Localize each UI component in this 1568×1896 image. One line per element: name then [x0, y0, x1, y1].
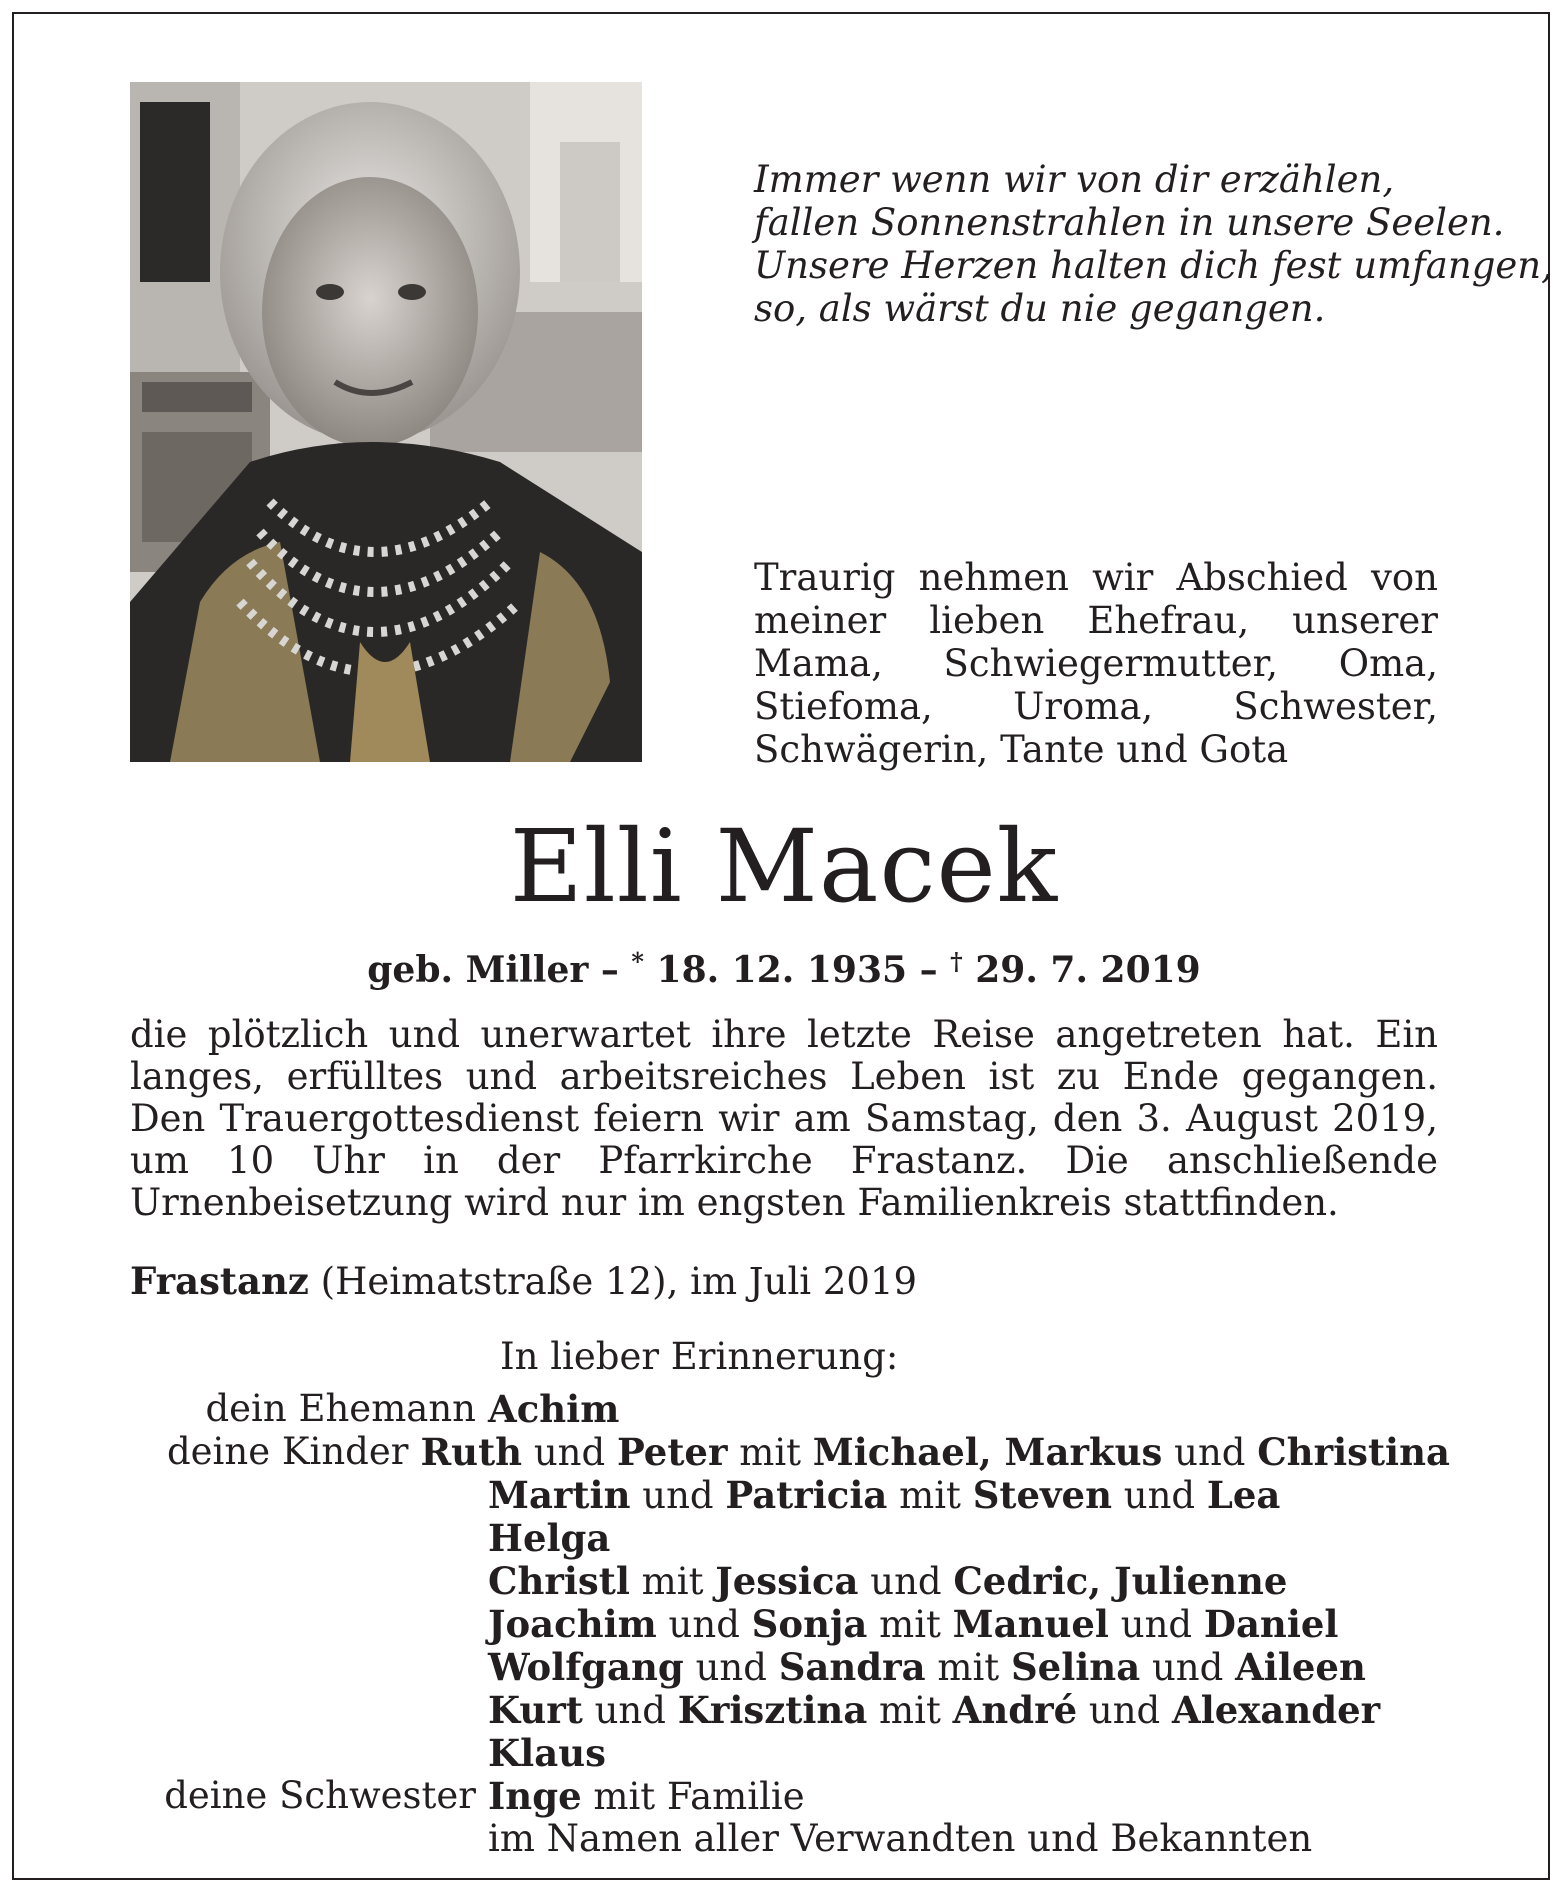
birth-death-line: [0, 940, 1568, 992]
family-row-children: [130, 1603, 1450, 1646]
connector-text: und: [582, 1689, 678, 1732]
person-name: Joachim: [488, 1602, 657, 1646]
family-row-sister: [130, 1775, 1450, 1818]
connector-text: mit: [629, 1560, 716, 1603]
person-name: Michael, Markus: [812, 1430, 1163, 1474]
poem-line: Unsere Herzen halten dich fest umfangen,: [754, 244, 1553, 287]
connector-text: und: [1077, 1689, 1172, 1732]
person-name: Daniel: [1203, 1602, 1339, 1646]
person-name: Ruth: [420, 1430, 523, 1474]
family-row-children: [130, 1474, 1450, 1517]
connector-text: mit: [887, 1474, 973, 1517]
person-name: Manuel: [952, 1602, 1109, 1646]
poem-line: Immer wenn wir von dir erzählen,: [754, 158, 1395, 201]
family-row-children: [130, 1732, 1450, 1775]
family-row-children: [130, 1646, 1450, 1689]
family-row-husband: [130, 1388, 1450, 1431]
town-name: Frastanz: [130, 1259, 309, 1303]
sister-rest: mit Familie: [581, 1775, 805, 1818]
intro-text: Traurig nehmen wir Abschied von meiner lieben Ehefrau, unserer Mama, Schwiegermutter, Oma, Stiefoma, Uroma, Schwester, Schwägerin, Tante und Gota: [754, 556, 1438, 771]
birth-date: 18. 12. 1935: [656, 949, 908, 991]
died-symbol: †: [950, 947, 963, 976]
place-date-line: [130, 1260, 917, 1303]
person-name: Aileen: [1235, 1645, 1366, 1689]
birth-name: geb. Miller: [367, 949, 589, 991]
family-list: [130, 1388, 1450, 1860]
person-name: Peter: [616, 1430, 728, 1474]
poem-line: fallen Sonnenstrahlen in unsere Seelen.: [754, 201, 1505, 244]
connector-text: und: [1109, 1603, 1204, 1646]
portrait-photo: [130, 82, 642, 762]
memory-heading: In lieber Erinnerung:: [500, 1335, 899, 1378]
sister-name: Inge: [488, 1774, 582, 1818]
family-row-children: [130, 1560, 1450, 1603]
relation-label: dein Ehemann: [205, 1387, 476, 1430]
person-name: Kurt: [488, 1688, 583, 1732]
person-name: Alexander: [1172, 1688, 1381, 1732]
person-name: Selina: [1010, 1645, 1141, 1689]
announcement-text: die plötzlich und unerwartet ihre letzte Reise angetreten hat. Ein langes, erfülltes und arbeitsreiches Leben ist zu Ende gegangen. Den Trauergottesdienst feiern wir am Samstag, den 3. August 2019, um 10 Uhr in der Pfarrkirche Frastanz. Die anschließende Urnenbeisetzung wird nur im engsten Familienkreis stattfinden.: [130, 1013, 1438, 1224]
person-name: Klaus: [488, 1731, 606, 1775]
connector-text: und: [630, 1474, 726, 1517]
person-name: Patricia: [725, 1473, 888, 1517]
person-name: Krisztina: [677, 1688, 868, 1732]
connector-text: und: [1162, 1431, 1258, 1474]
deceased-name: Elli Macek: [509, 808, 1059, 925]
family-row-children: [130, 1431, 1450, 1474]
family-row-children: [130, 1689, 1450, 1732]
closing-line: im Namen aller Verwandten und Bekannten: [488, 1817, 1313, 1860]
person-name: Steven: [972, 1473, 1112, 1517]
person-name: Lea: [1206, 1473, 1281, 1517]
connector-text: und: [1111, 1474, 1207, 1517]
relation-label: deine Kinder: [166, 1430, 409, 1473]
connector-text: mit: [727, 1431, 813, 1474]
connector-text: und: [522, 1431, 617, 1474]
poem: [754, 158, 1553, 330]
family-row-children: [130, 1517, 1450, 1560]
connector-text: und: [683, 1646, 779, 1689]
person-name: Christl: [488, 1559, 630, 1603]
person-name: Sonja: [751, 1602, 868, 1646]
person-name: Wolfgang: [488, 1645, 684, 1689]
connector-text: und: [656, 1603, 752, 1646]
person-name: Sandra: [778, 1645, 926, 1689]
address-date: (Heimatstraße 12), im Juli 2019: [308, 1260, 918, 1303]
person-name: Martin: [488, 1473, 631, 1517]
husband-name: Achim: [488, 1387, 620, 1431]
separator: –: [919, 949, 938, 991]
family-row-closing: [130, 1818, 1450, 1860]
person-name: Helga: [488, 1516, 611, 1560]
person-name: Christina: [1257, 1430, 1450, 1474]
connector-text: und: [858, 1560, 954, 1603]
connector-text: mit: [867, 1689, 953, 1732]
poem-line: so, als wärst du nie gegangen.: [754, 287, 1326, 330]
relation-label: deine Schwester: [164, 1774, 476, 1817]
death-date: 29. 7. 2019: [975, 949, 1201, 991]
person-name: André: [952, 1688, 1078, 1732]
person-name: Jessica: [715, 1559, 859, 1603]
person-name: Cedric, Julienne: [953, 1559, 1288, 1603]
connector-text: mit: [867, 1603, 953, 1646]
separator: –: [600, 949, 619, 991]
born-symbol: *: [631, 947, 644, 976]
connector-text: mit: [925, 1646, 1011, 1689]
connector-text: und: [1140, 1646, 1236, 1689]
